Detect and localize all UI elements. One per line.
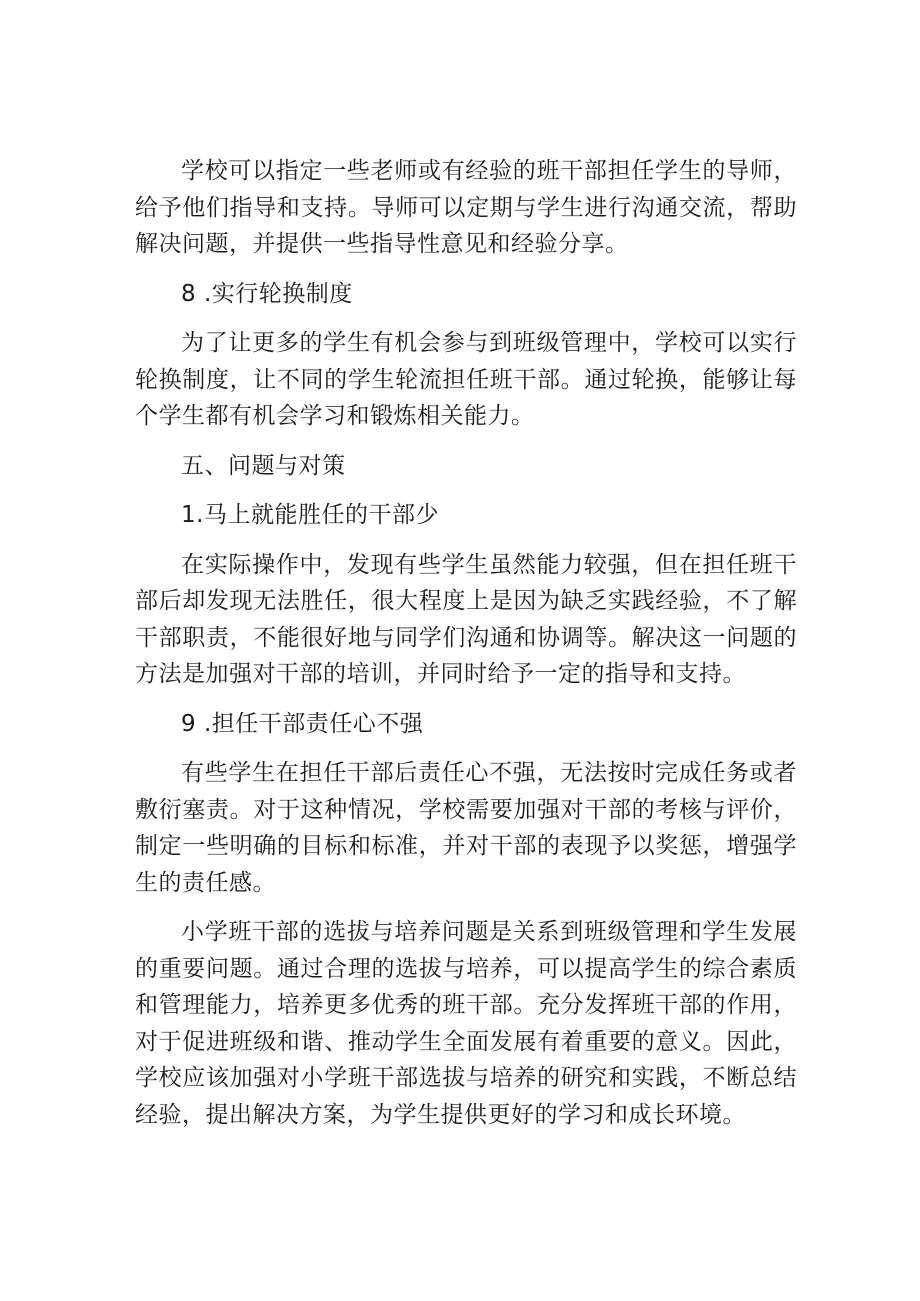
paragraph-rotation: 为了让更多的学生有机会参与到班级管理中，学校可以实行轮换制度，让不同的学生轮流担任班干部。通过轮换，能够让每个学生都有机会学习和锻炼相关能力。: [135, 330, 797, 429]
heading-few-capable-cadres: 1.马上就能胜任的干部少: [181, 502, 439, 528]
heading-problems-and-countermeasures: 五、问题与对策: [181, 452, 346, 479]
paragraph-capability: 在实际操作中，发现有些学生虽然能力较强，但在担任班干部后却发现无法胜任，很大程度上是因为缺乏实践经验，不了解干部职责，不能很好地与同学们沟通和协调等。解决这一问题的方法是加强对干部的培训，并同时给予一定的指导和支持。: [135, 551, 797, 687]
heading-weak-responsibility: 9 .担任干部责任心不强: [181, 710, 424, 737]
heading-rotation-system: 8 .实行轮换制度: [181, 280, 353, 307]
document-body: [135, 153, 797, 1146]
paragraph-responsibility: 有些学生在担任干部后责任心不强，无法按时完成任务或者敷衍塞责。对于这种情况，学校需要加强对干部的考核与评价，制定一些明确的目标和标准，并对干部的表现予以奖惩，增强学生的责任感。: [135, 760, 797, 896]
paragraph-mentor: 学校可以指定一些老师或有经验的班干部担任学生的导师，给予他们指导和支持。导师可以定期与学生进行沟通交流，帮助解决问题，并提供一些指导性意见和经验分享。: [135, 158, 797, 257]
paragraph-conclusion: 小学班干部的选拔与培养问题是关系到班级管理和学生发展的重要问题。通过合理的选拔与培养，可以提高学生的综合素质和管理能力，培养更多优秀的班干部。充分发挥班干部的作用，对于促进班级和谐、推动学生全面发展有着重要的意义。因此，学校应该加强对小学班干部选拔与培养的研究和实践，不断总结经验，提出解决方案，为学生提供更好的学习和成长环境。: [135, 919, 797, 1128]
